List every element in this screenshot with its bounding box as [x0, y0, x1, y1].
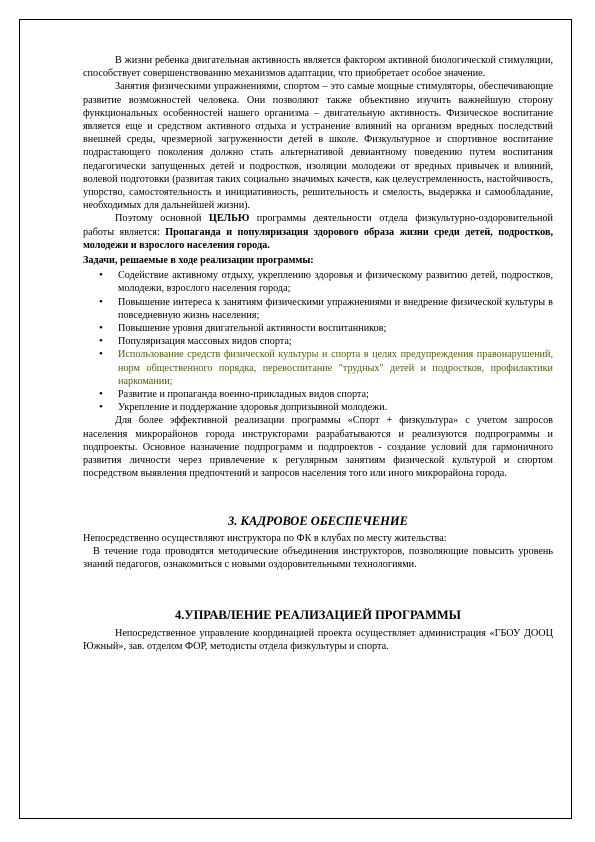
task-item: • Укрепление и поддержание здоровья допризывной молодежи.	[83, 401, 553, 414]
task-item: • Популяризация массовых видов спорта;	[83, 335, 553, 348]
section-3-paragraph-1: Непосредственно осуществляют инструктора по ФК в клубах по месту жительства:	[83, 532, 447, 544]
goal-keyword: ЦЕЛЬЮ	[208, 213, 250, 225]
section-4-title: 4.УПРАВЛЕНИЕ РЕАЛИЗАЦИЕЙ ПРОГРАММЫ	[175, 608, 461, 623]
goal-middle-text: программы деятельности отдела физкультурно-оздоровительной работы является:	[83, 213, 553, 238]
intro-paragraph-1: В жизни ребенка двигательная активность является фактором активной биологической стимуляции, способствует совершенствованию механизмов адаптации, что приобретает особое значение.	[83, 55, 553, 80]
tasks-list	[83, 269, 553, 414]
goal-paragraph	[83, 212, 553, 252]
task-item: • Содействие активному отдыху, укреплению здоровья и физическому развитию детей, подростков, молодежи, взрослого населения города;	[83, 269, 553, 295]
intro-paragraph-2: Занятия физическими упражнениями, спортом – это самые мощные стимуляторы, обеспечивающие развитие возможностей человека. Они позволяют также объективно изучить важнейшую сторону функциональных особенностей нашего организма – двигательную активность. Физическое воспитание является еще и средством активного отдыха и устранение влияний на организм вредных последствий внешней среды, чрезмерной загруженности детей в школе. Физкультурное и спортивное воспитание подрастающего поколения должно стать альтернативой девиантному поведению путем воспитания педагогически запущенных детей и подростков, изоляции молодежи от вредных привычек и влияний, волевой подготовки (развитая таких социально значимых качеств, как целеустремленность, настойчивость, упорство, самостоятельность и инициативность, решительность и смелость, выдержка и самообладание, необходимых для дальнейшей жизни).	[83, 81, 553, 212]
task-item: • Повышение интереса к занятиям физическими упражнениями и внедрение физической культуры в повседневную жизнь населения;	[83, 296, 553, 322]
section-3-title: 3. КАДРОВОЕ ОБЕСПЕЧЕНИЕ	[228, 513, 408, 528]
tasks-closing-paragraph: Для более эффективной реализации программы «Спорт + физкультура» с учетом запросов населения микрорайонов города инструкторами разрабатываются и реализуются подпрограммы и подпроекты. Основное назначение подпрограмм и подпроектов - создание условий для гармоничного развития личности через привлечение к регулярным занятиям физической культурой и спортом посредством выявления предпочтений и запросов населения того или иного микрорайона города.	[83, 415, 553, 480]
tasks-heading: Задачи, решаемые в ходе реализации программы:	[83, 255, 314, 267]
goal-statement: Пропаганда и популяризация здорового образа жизни среди детей, подростков, молодежи и взрослого населения города.	[83, 226, 553, 251]
document-body	[83, 54, 553, 653]
task-item: • Развитие и пропаганда военно-прикладных видов спорта;	[83, 388, 553, 401]
section-3-paragraph-2: В течение года проводятся методические объединения инструкторов, позволяющие повысить уровень знаний педагогов, ознакомиться с новыми оздоровительными технологиями.	[83, 545, 553, 571]
task-item: • Использование средств физической культуры и спорта в целях предупреждения правонарушений, норм общественного порядка, перевоспитание "трудных" детей и подростков, профилактики наркомании;	[83, 348, 553, 388]
section-4-paragraph-1: Непосредственное управление координацией проекта осуществляет администрация «ГБОУ ДООЦ Южный», зав. отделом ФОР, методисты отдела физкультуры и спорта.	[83, 627, 553, 652]
task-item: • Повышение уровня двигательной активности воспитанников;	[83, 322, 553, 335]
goal-lead-text: Поэтому основной	[115, 213, 209, 225]
